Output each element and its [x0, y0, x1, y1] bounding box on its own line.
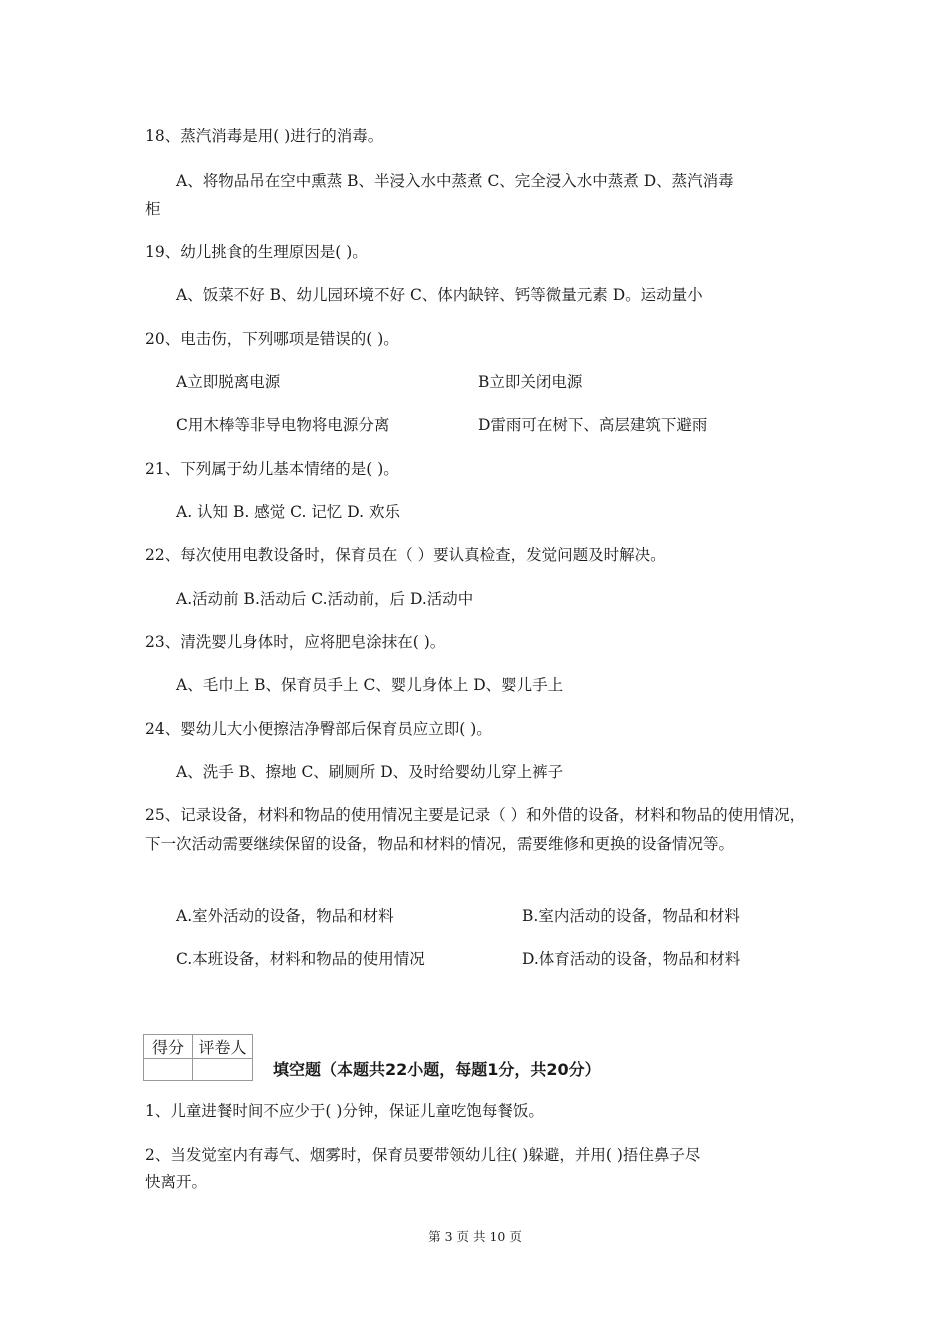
fill-question-1: 1、儿童进餐时间不应少于( )分钟，保证儿童吃饱每餐饭。 — [145, 1102, 544, 1120]
question-18-options: A、将物品吊在空中熏蒸 B、半浸入水中蒸煮 C、完全浸入水中蒸煮 D、蒸汽消毒 — [176, 172, 734, 190]
question-24-stem: 24、婴幼儿大小便擦洁净臀部后保育员应立即( )。 — [145, 720, 492, 738]
score-cell — [144, 1059, 193, 1081]
grader-header: 评卷人 — [193, 1035, 253, 1059]
page-footer: 第 3 页 共 10 页 — [428, 1229, 522, 1244]
question-19-options: A、饭菜不好 B、幼儿园环境不好 C、体内缺锌、钙等微量元素 D。运动量小 — [176, 286, 703, 304]
question-21-stem: 21、下列属于幼儿基本情绪的是( )。 — [145, 460, 399, 478]
score-header: 得分 — [144, 1035, 193, 1059]
question-20-option-a: A立即脱离电源 — [176, 373, 281, 391]
question-20-stem: 20、电击伤，下列哪项是错误的( )。 — [145, 330, 399, 348]
question-25-option-b: B.室内活动的设备，物品和材料 — [522, 907, 740, 925]
question-23-stem: 23、清洗婴儿身体时，应将肥皂涂抹在( )。 — [145, 633, 446, 651]
question-20-option-c: C用木棒等非导电物将电源分离 — [176, 416, 390, 434]
question-23-options: A、毛巾上 B、保育员手上 C、婴儿身体上 D、婴儿手上 — [176, 676, 564, 694]
question-18-stem: 18、蒸汽消毒是用( )进行的消毒。 — [145, 127, 384, 145]
question-25-option-a: A.室外活动的设备，物品和材料 — [176, 907, 394, 925]
section-title: 填空题（本题共22小题，每题1分，共20分） — [273, 1060, 601, 1079]
question-25-stem: 25、记录设备，材料和物品的使用情况主要是记录（ ）和外借的设备，材料和物品的使用情况，下一次活动需要继续保留的设备，物品和材料的情况，需要维修和更换的设备情况等。 — [145, 806, 806, 853]
question-25-option-c: C.本班设备，材料和物品的使用情况 — [176, 950, 425, 968]
grader-cell — [193, 1059, 253, 1081]
question-22-options: A.活动前 B.活动后 C.活动前，后 D.活动中 — [176, 590, 474, 608]
question-24-options: A、洗手 B、擦地 C、刷厕所 D、及时给婴幼儿穿上裤子 — [176, 763, 564, 781]
question-20-option-d: D雷雨可在树下、高层建筑下避雨 — [478, 416, 708, 434]
question-18-options-continued: 柜 — [145, 200, 161, 218]
question-21-options: A. 认知 B. 感觉 C. 记忆 D. 欢乐 — [176, 503, 400, 521]
fill-question-2-continued: 快离开。 — [145, 1173, 208, 1191]
score-table — [143, 1034, 253, 1081]
question-19-stem: 19、幼儿挑食的生理原因是( )。 — [145, 243, 368, 261]
question-20-option-b: B立即关闭电源 — [478, 373, 583, 391]
question-25-option-d: D.体育活动的设备，物品和材料 — [522, 950, 741, 968]
question-22-stem: 22、每次使用电教设备时，保育员在（ ）要认真检查，发觉问题及时解决。 — [145, 546, 666, 564]
fill-question-2: 2、当发觉室内有毒气、烟雾时，保育员要带领幼儿往( )躲避，并用( )捂住鼻子尽 — [145, 1146, 701, 1164]
